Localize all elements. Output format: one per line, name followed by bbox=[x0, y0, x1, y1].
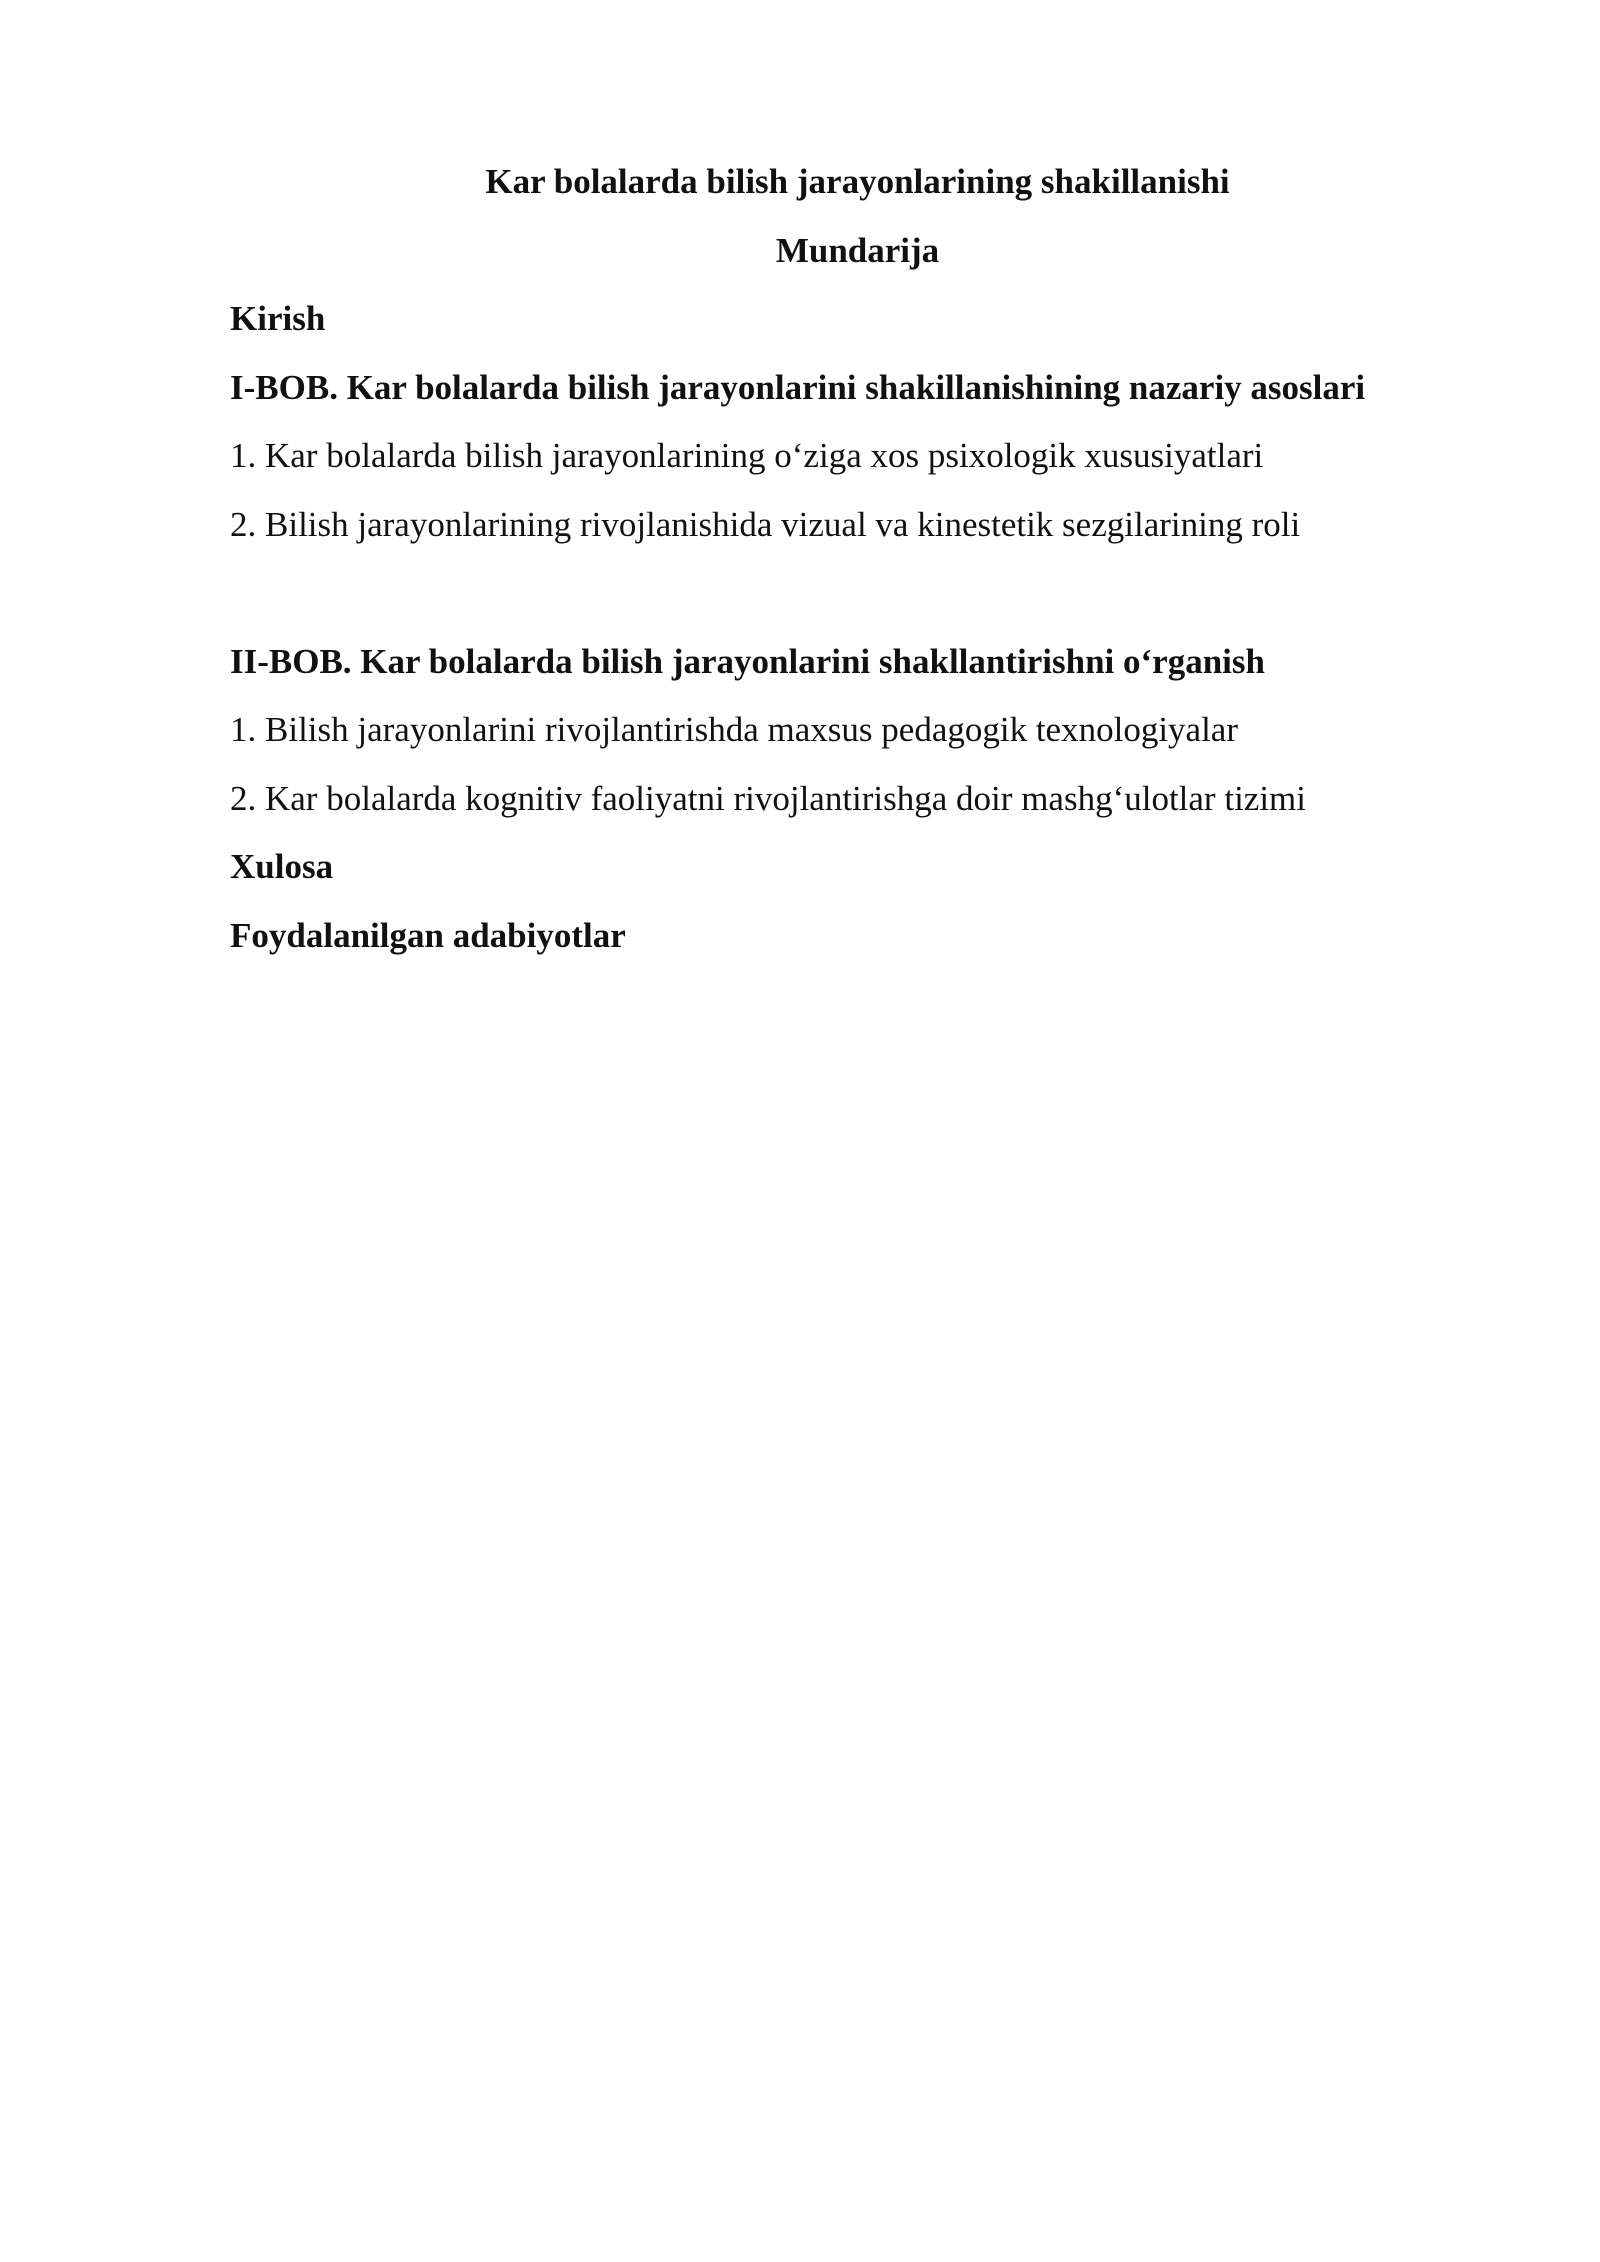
toc-chapter-2-heading: II-BOB. Kar bolalarda bilish jarayonlarini shakllantirishni o‘rganish bbox=[230, 641, 1265, 681]
toc-item-intro: Kirish bbox=[230, 299, 326, 338]
toc-item-references: Foydalanilgan adabiyotlar bbox=[230, 915, 626, 955]
toc-chapter-1-heading: I-BOB. Kar bolalarda bilish jarayonlarini shakillanishining nazariy asoslari bbox=[230, 367, 1366, 407]
toc-chapter-1-item-1: 1. Kar bolalarda bilish jarayonlarining o‘ziga xos psixologik xususiyatlari bbox=[230, 436, 1264, 475]
document-title: Kar bolalarda bilish jarayonlarining shakillanishi bbox=[485, 162, 1230, 201]
toc-chapter-1-item-2: 2. Bilish jarayonlarining rivojlanishida vizual va kinestetik sezgilarining roli bbox=[230, 504, 1301, 544]
toc-heading: Mundarija bbox=[775, 230, 940, 270]
blank-line bbox=[230, 559, 1460, 628]
toc-item-conclusion: Xulosa bbox=[230, 847, 334, 886]
document-content bbox=[230, 148, 1460, 970]
toc-chapter-2-item-2: 2. Kar bolalarda kognitiv faoliyatni rivojlantirishga doir mashg‘ulotlar tizimi bbox=[230, 778, 1306, 818]
toc-chapter-2-item-1: 1. Bilish jarayonlarini rivojlantirishda maxsus pedagogik texnologiyalar bbox=[230, 710, 1238, 749]
